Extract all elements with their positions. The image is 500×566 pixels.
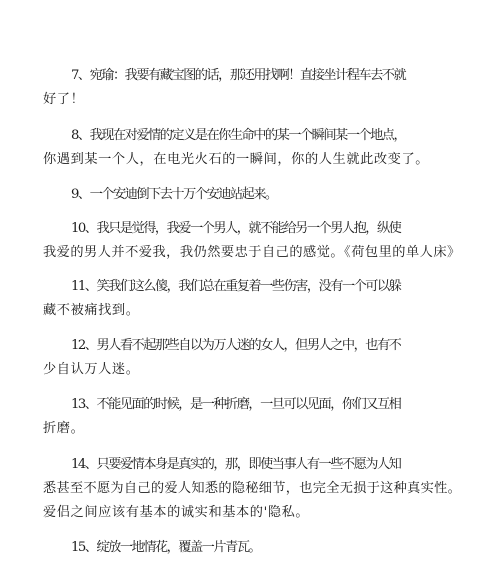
paragraph-line: 14、只要爱情本身是真实的，那，即使当事人有一些不愿为人知 <box>71 457 401 472</box>
paragraph-11 <box>43 275 461 323</box>
paragraph-10 <box>43 217 461 265</box>
paragraph-14 <box>43 453 461 525</box>
paragraph-line: 10、我只是觉得，我爱一个男人，就不能给另一个男人抱，纵使 <box>71 221 401 236</box>
paragraph-line: 9、一个安迪倒下去十万个安迪站起来。 <box>71 187 277 202</box>
paragraph-line: 藏不被痛找到。 <box>43 303 140 318</box>
paragraph-line: 11、笑我们这么傻，我们总在重复着一些伤害，没有一个可以躲 <box>71 279 401 294</box>
paragraph-line: 悉甚至不愿为自己的爱人知悉的隐秘细节，也完全无损于这种真实性。 <box>43 481 462 496</box>
paragraph-line: 7、宛瑜：我要有藏宝图的话，那还用找啊！直接坐计程车去不就 <box>71 68 406 83</box>
paragraph-15 <box>43 536 461 560</box>
paragraph-7 <box>43 64 461 112</box>
paragraph-8 <box>43 124 461 172</box>
paragraph-line: 爱侣之间应该有基本的诚实和基本的'隐私。 <box>43 505 310 520</box>
paragraph-line: 少自认万人迷。 <box>43 362 140 377</box>
paragraph-line: 好了！ <box>43 92 85 107</box>
paragraph-line: 12、男人看不起那些自以为万人迷的女人，但男人之中，也有不 <box>71 338 401 353</box>
paragraph-line: 折磨。 <box>43 421 85 436</box>
paragraph-line: 你遇到某一个人，在电光火石的一瞬间，你的人生就此改变了。 <box>43 152 430 167</box>
paragraph-9 <box>43 183 461 207</box>
paragraph-line: 15、绽放一地情花，覆盖一片青瓦。 <box>71 540 261 555</box>
paragraph-12 <box>43 334 461 382</box>
paragraph-line: 我爱的男人并不爱我，我仍然要忠于自己的感觉。《荷包里的单人床》 <box>43 245 461 260</box>
paragraph-13 <box>43 393 461 441</box>
paragraph-line: 13、不能见面的时候，是一种折磨，一旦可以见面，你们又互相 <box>71 397 401 412</box>
paragraph-line: 8、我现在对爱情的定义是在你生命中的某一个瞬间某一个地点， <box>71 128 406 143</box>
